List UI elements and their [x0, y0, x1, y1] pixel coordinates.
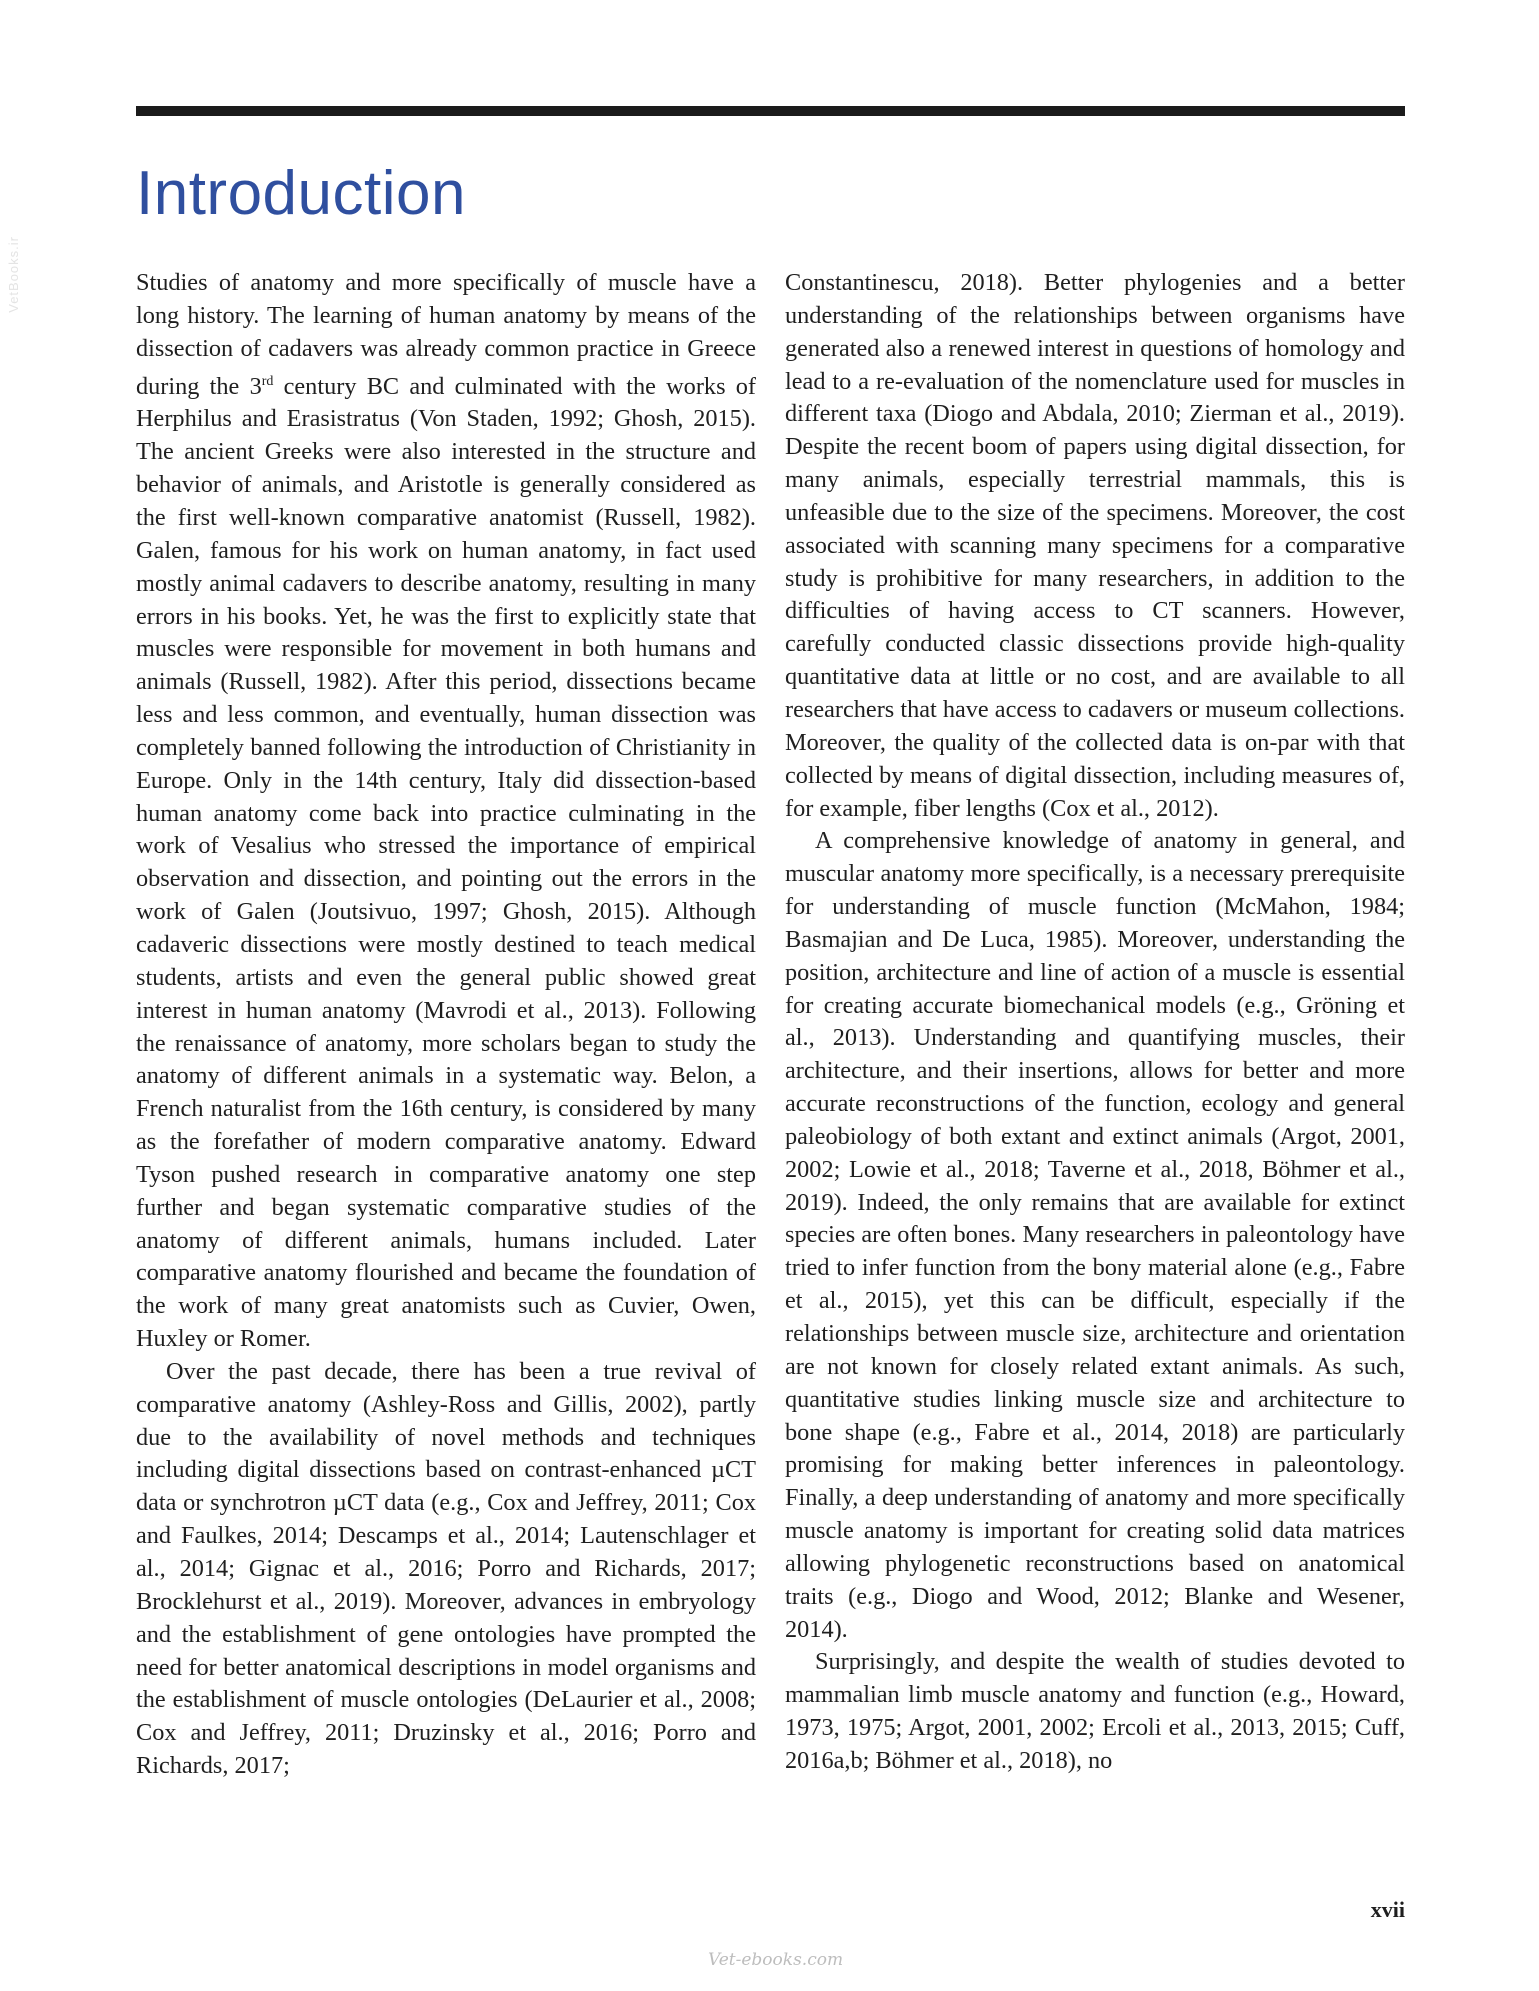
paragraph-left-2: Over the past decade, there has been a true revival of comparative anatomy (Ashley-Ross and Gillis, 2002), partly due to the availability of novel methods and techniques including digital dissections based on contrast-enhanced µCT data or synchrotron µCT data (e.g., Cox and Jeffrey, 2011; Cox and Faulkes, 2014; Descamps et al., 2014; Lautenschlager et al., 2014; Gignac et al., 2016; Porro and Richards, 2017; Brocklehurst et al., 2019). Moreover, advances in embryology and the establishment of gene ontologies have prompted the need for better anatomical descriptions in model organisms and the establishment of muscle ontologies (DeLaurier et al., 2008; Cox and Jeffrey, 2011; Druzinsky et al., 2016; Porro and Richards, 2017; — [136, 1357, 756, 1780]
page-number: xvii — [1370, 1897, 1405, 1922]
paragraph-right-1: Constantinescu, 2018). Better phylogenies and a better understanding of the relationships between organisms have generated also a renewed interest in questions of homology and lead to a re-evaluation of the nomenclature used for muscles in different taxa (Diogo and Abdala, 2010; Zierman et al., 2019). Despite the recent boom of papers using digital dissection, for many animals, especially terrestrial mammals, this is unfeasible due to the size of the specimens. Moreover, the cost associated with scanning many specimens for a comparative study is prohibitive for many researchers, in addition to the difficulties of having access to CT scanners. However, carefully conducted classic dissections provide high-quality quantitative data at little or no cost, and are available to all researchers that have access to cadavers or museum collections. Moreover, the quality of the collected data is on-par with that collected by means of digital dissection, including measures of, for example, fiber lengths (Cox et al., 2012). — [785, 269, 1405, 822]
chapter-title: Introduction — [136, 159, 466, 228]
right-column — [785, 267, 1405, 1778]
side-watermark: VetBooks.ir — [6, 236, 21, 313]
left-column — [136, 267, 756, 1783]
paragraph-right-3: Surprisingly, and despite the wealth of studies devoted to mammalian limb muscle anatomy and function (e.g., Howard, 1973, 1975; Argot, 2001, 2002; Ercoli et al., 2013, 2015; Cuff, 2016a,b; Böhmer et al., 2018), no — [785, 1648, 1405, 1774]
paragraph-left-1: Studies of anatomy and more specifically of muscle have a long history. The learning of human anatomy by means of the dissection of cadavers was already common practice in Greece during the 3rd century BC and culminated with the works of Herphilus and Erasistratus (Von Staden, 1992; Ghosh, 2015). The ancient Greeks were also interested in the structure and behavior of animals, and Aristotle is generally considered as the first well-known comparative anatomist (Russell, 1982). Galen, famous for his work on human anatomy, in fact used mostly animal cadavers to describe anatomy, resulting in many errors in his books. Yet, he was the first to explicitly state that muscles were responsible for movement in both humans and animals (Russell, 1982). After this period, dissections became less and less common, and eventually, human dissection was completely banned following the introduction of Christianity in Europe. Only in the 14th century, Italy did dissection-based human anatomy come back into practice culminating in the work of Vesalius who stressed the importance of empirical observation and dissection, and pointing out the errors in the work of Galen (Joutsivuo, 1997; Ghosh, 2015). Although cadaveric dissections were mostly destined to teach medical students, artists and even the general public showed great interest in human anatomy (Mavrodi et al., 2013). Following the renaissance of anatomy, more scholars began to study the anatomy of different animals in a systematic way. Belon, a French naturalist from the 16th century, is considered by many as the forefather of modern comparative anatomy. Edward Tyson pushed research in comparative anatomy one step further and began systematic comparative studies of the anatomy of different animals, humans included. Later comparative anatomy flourished and became the foundation of the work of many great anatomists such as Cuvier, Owen, Huxley or Romer. — [136, 269, 756, 1353]
ordinal-suffix: rd — [261, 373, 274, 389]
paragraph-right-2: A comprehensive knowledge of anatomy in general, and muscular anatomy more specifically, is a necessary prerequisite for understanding of muscle function (McMahon, 1984; Basmajian and De Luca, 1985). Moreover, understanding the position, architecture and line of action of a muscle is essential for creating accurate biomechanical models (e.g., Gröning et al., 2013). Understanding and quantifying muscles, their architecture, and their insertions, allows for better and more accurate reconstructions of the function, ecology and general paleobiology of both extant and extinct animals (Argot, 2001, 2002; Lowie et al., 2018; Taverne et al., 2018, Böhmer et al., 2019). Indeed, the only remains that are available for extinct species are often bones. Many researchers in paleontology have tried to infer function from the bony material alone (e.g., Fabre et al., 2015), yet this can be difficult, especially if the relationships between muscle size, architecture and orientation are not known for closely related extant animals. As such, quantitative studies linking muscle size and architecture to bone shape (e.g., Fabre et al., 2014, 2018) are particularly promising for making better inferences in paleontology. Finally, a deep understanding of anatomy and more specifically muscle anatomy is important for creating solid data matrices allowing phylogenetic reconstructions based on anatomical traits (e.g., Diogo and Wood, 2012; Blanke and Wesener, 2014). — [785, 827, 1405, 1643]
top-rule — [136, 106, 1405, 116]
bottom-watermark: Vet-ebooks.com — [708, 1950, 844, 1970]
